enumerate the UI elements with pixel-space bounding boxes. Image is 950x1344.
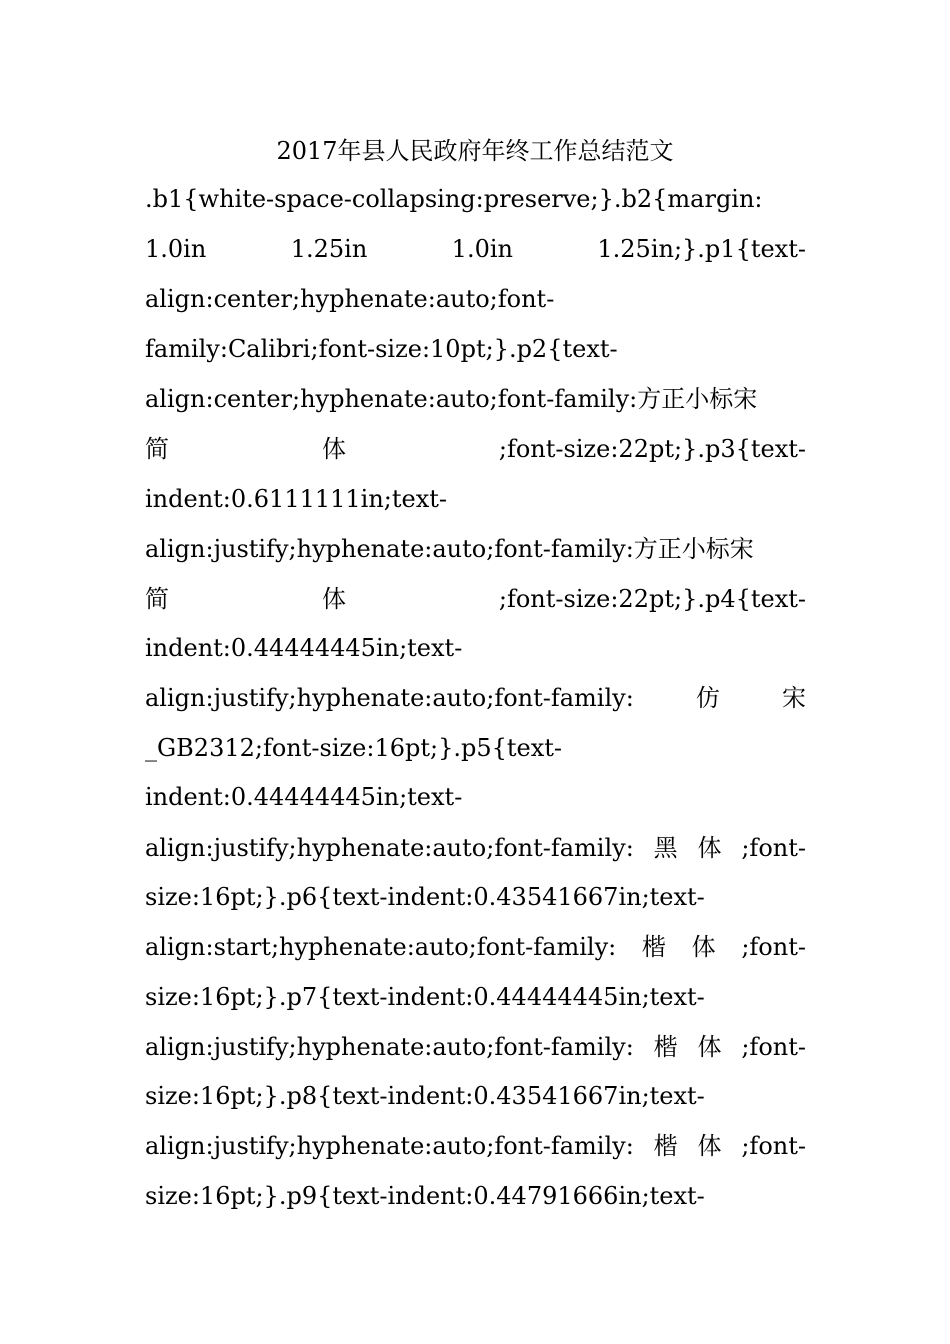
line-segment: align:start;hyphenate:auto;font-family:: [145, 933, 617, 961]
line-segment: size:16pt;}.p7{text-indent:0.44444445in;text-: [145, 983, 705, 1011]
line-segment: size:16pt;}.p8{text-indent:0.43541667in;text-: [145, 1082, 705, 1110]
line-segment: size:16pt;}.p6{text-indent:0.43541667in;text-: [145, 883, 705, 911]
body-line: [145, 678, 806, 718]
line-segment: 楷: [653, 1033, 678, 1061]
line-segment: ;font-: [741, 1033, 806, 1061]
line-segment: family:Calibri;font-size:10pt;}.p2{text-: [145, 335, 618, 363]
body-line: [145, 1176, 806, 1216]
line-segment: 1.0in: [451, 235, 513, 263]
line-segment: 1.25in;}.p1{text-: [597, 235, 806, 263]
line-segment: ;font-size:22pt;}.p3{text-: [498, 435, 806, 463]
body-line: [145, 877, 806, 917]
line-segment: align:center;hyphenate:auto;font-family:方正小标宋: [145, 385, 758, 413]
body-line: [145, 628, 806, 668]
body-line: [145, 329, 806, 369]
line-segment: 简: [145, 435, 169, 463]
line-segment: 体: [321, 435, 346, 463]
line-segment: align:center;hyphenate:auto;font-: [145, 285, 555, 313]
line-segment: ;font-: [741, 834, 806, 862]
line-segment: .b1{white-space-collapsing:preserve;}.b2{margin:: [145, 185, 763, 213]
line-segment: align:justify;hyphenate:auto;font-family:: [145, 684, 634, 712]
body-line: [145, 777, 806, 817]
line-segment: 1.25in: [290, 235, 368, 263]
body-line: [145, 229, 806, 269]
body-line: [145, 429, 806, 469]
body-line: [145, 977, 806, 1017]
body-line: [145, 579, 806, 619]
line-segment: ;font-: [741, 933, 806, 961]
line-segment: 体: [697, 1033, 722, 1061]
line-segment: 体: [697, 834, 722, 862]
line-segment: indent:0.6111111in;text-: [145, 485, 448, 513]
line-segment: align:justify;hyphenate:auto;font-family:方正小标宋: [145, 535, 754, 563]
line-segment: 黑: [653, 834, 678, 862]
line-segment: 简: [145, 585, 169, 613]
line-segment: _GB2312;font-size:16pt;}.p5{text-: [145, 734, 563, 762]
line-segment: 体: [697, 1132, 722, 1160]
body-line: [145, 1076, 806, 1116]
body-line: [145, 529, 806, 569]
line-segment: align:justify;hyphenate:auto;font-family:: [145, 1033, 634, 1061]
line-segment: 1.0in: [145, 235, 207, 263]
body-line: [145, 479, 806, 519]
line-segment: ;font-size:22pt;}.p4{text-: [498, 585, 806, 613]
document-title: 2017年县人民政府年终工作总结范文: [276, 137, 674, 165]
body-line: [145, 179, 806, 219]
line-segment: 仿: [695, 684, 720, 712]
line-segment: indent:0.44444445in;text-: [145, 783, 463, 811]
body-line: [145, 828, 806, 868]
line-segment: indent:0.44444445in;text-: [145, 634, 463, 662]
line-segment: ;font-: [741, 1132, 806, 1160]
body-line: [145, 379, 806, 419]
body-line: [145, 1126, 806, 1166]
line-segment: size:16pt;}.p9{text-indent:0.44791666in;text-: [145, 1182, 705, 1210]
body-line: [145, 927, 806, 967]
line-segment: 楷: [653, 1132, 678, 1160]
body-line: [145, 1027, 806, 1067]
line-segment: align:justify;hyphenate:auto;font-family:: [145, 1132, 634, 1160]
line-segment: align:justify;hyphenate:auto;font-family:: [145, 834, 634, 862]
line-segment: 楷: [641, 933, 666, 961]
line-segment: 体: [321, 585, 346, 613]
body-line: [145, 279, 806, 319]
line-segment: 体: [691, 933, 716, 961]
body-line: [145, 728, 806, 768]
line-segment: 宋: [782, 684, 806, 712]
